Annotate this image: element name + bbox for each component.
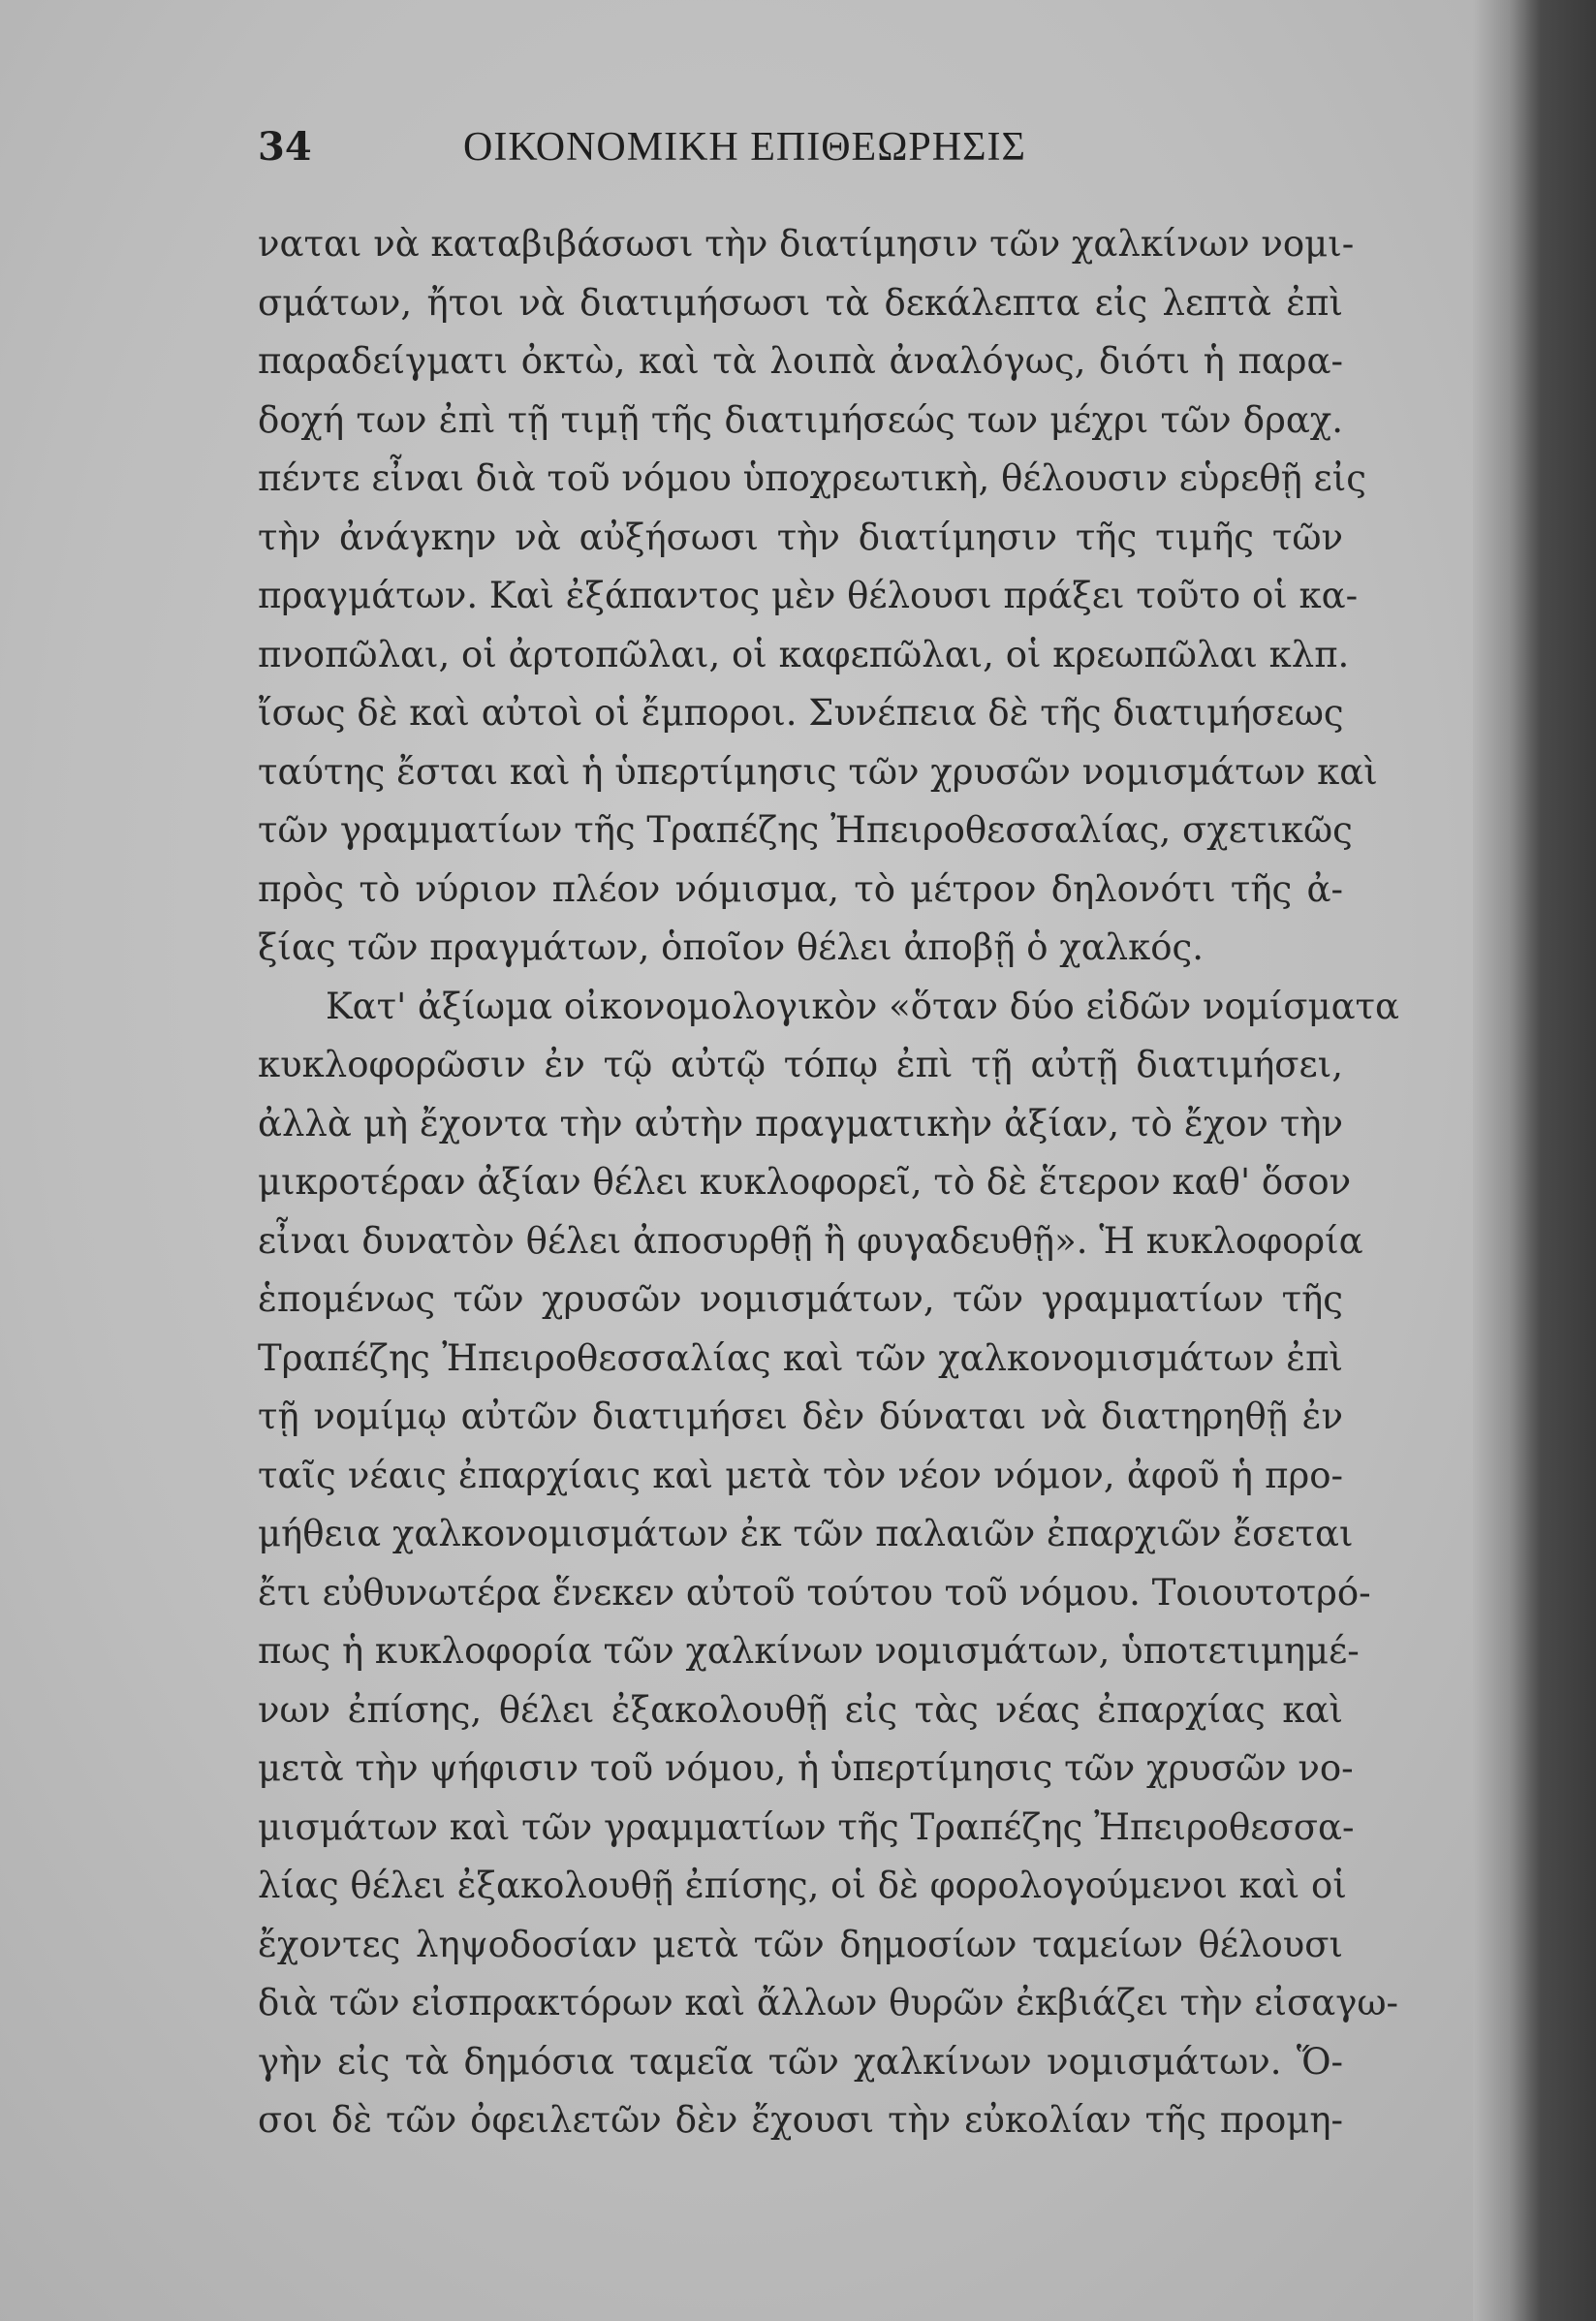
text-line: δοχή των ἐπὶ τῇ τιμῇ τῆς διατιμήσεώς των μέχρι τῶν δραχ. <box>258 398 1343 441</box>
text-line: πρὸς τὸ νύριον πλέον νόμισμα, τὸ μέτρον δηλονότι τῆς ἀ- <box>258 867 1343 910</box>
text-line: Τραπέζης Ἠπειροθεσσαλίας καὶ τῶν χαλκονομισμάτων ἐπὶ <box>258 1336 1343 1379</box>
paragraph-start-line: Κατ' ἀξίωμα οἰκονομολογικὸν «ὅταν δύο εἰδῶν νομίσματα <box>326 985 1400 1027</box>
book-spine-shadow <box>1473 0 1596 2321</box>
text-line: ναται νὰ καταβιβάσωσι τὴν διατίμησιν τῶν χαλκίνων νομι- <box>258 223 1355 265</box>
text-line: τῇ νομίμῳ αὐτῶν διατιμήσει δὲν δύναται νὰ διατηρηθῇ ἐν <box>258 1396 1343 1437</box>
text-line: ξίας τῶν πραγμάτων, ὁποῖον θέλει ἀποβῇ ὁ χαλκός. <box>258 926 1205 968</box>
text-line: μικροτέραν ἀξίαν θέλει κυκλοφορεῖ, τὸ δὲ ἕτερον καθ' ὅσον <box>258 1161 1352 1203</box>
text-line: ἴσως δὲ καὶ αὐτοὶ οἱ ἔμποροι. Συνέπεια δὲ τῆς διατιμήσεως <box>258 692 1344 734</box>
text-line: πραγμάτων. Καὶ ἐξάπαντος μὲν θέλουσι πράξει τοῦτο οἱ κα- <box>258 575 1359 616</box>
text-line: νων ἐπίσης, θέλει ἐξακολουθῇ εἰς τὰς νέας ἐπαρχίας καὶ <box>258 1688 1343 1731</box>
text-line: ἀλλὰ μὴ ἔχοντα τὴν αὐτὴν πραγματικὴν ἀξίαν, τὸ ἔχον τὴν <box>258 1102 1343 1145</box>
text-line: σμάτων, ἤτοι νὰ διατιμήσωσι τὰ δεκάλεπτα εἰς λεπτὰ ἐπὶ <box>258 281 1343 324</box>
text-line: μήθεια χαλκονομισμάτων ἐκ τῶν παλαιῶν ἐπαρχιῶν ἔσεται <box>258 1513 1354 1554</box>
text-line: πως ἡ κυκλοφορία τῶν χαλκίνων νομισμάτων, ὑποτετιμημέ- <box>258 1630 1360 1672</box>
text-line: πέντε εἶναι διὰ τοῦ νόμου ὑποχρεωτικὴ, θέλουσιν εὑρεθῇ εἰς <box>258 457 1366 499</box>
text-line: ἔτι εὐθυνωτέρα ἕνεκεν αὐτοῦ τούτου τοῦ νόμου. Τοιουτοτρό- <box>258 1571 1371 1614</box>
running-title: ΟΙΚΟΝΟΜΙΚΗ ΕΠΙΘΕΩΡΗΣΙΣ <box>463 125 1026 170</box>
text-line: μισμάτων καὶ τῶν γραμματίων τῆς Τραπέζης Ἠπειροθεσσα- <box>258 1805 1355 1848</box>
text-line: κυκλοφορῶσιν ἐν τῷ αὐτῷ τόπῳ ἐπὶ τῇ αὐτῇ διατιμήσει, <box>258 1044 1343 1085</box>
text-line: πνοπῶλαι, οἱ ἀρτοπῶλαι, οἱ καφεπῶλαι, οἱ κρεωπῶλαι κλπ. <box>258 633 1350 675</box>
text-line: τῶν γραμματίων τῆς Τραπέζης Ἠπειροθεσσαλίας, σχετικῶς <box>258 809 1353 851</box>
page-number: 34 <box>258 124 312 170</box>
text-line: σοι δὲ τῶν ὀφειλετῶν δὲν ἔχουσι τὴν εὐκολίαν τῆς προμη- <box>258 2099 1343 2141</box>
text-line: γὴν εἰς τὰ δημόσια ταμεῖα τῶν χαλκίνων νομισμάτων. Ὅ- <box>258 2040 1343 2083</box>
text-line: εἶναι δυνατὸν θέλει ἀποσυρθῇ ἢ φυγαδευθῇ». Ἡ κυκλοφορία <box>258 1219 1363 1262</box>
body-text <box>258 215 1400 2150</box>
text-line: ταύτης ἔσται καὶ ἡ ὑπερτίμησις τῶν χρυσῶν νομισμάτων καὶ <box>258 750 1378 793</box>
text-line: λίας θέλει ἐξακολουθῇ ἐπίσης, οἱ δὲ φορολογούμενοι καὶ οἱ <box>258 1865 1347 1906</box>
page-header <box>258 124 1401 182</box>
text-line: διὰ τῶν εἰσπρακτόρων καὶ ἄλλων θυρῶν ἐκβιάζει τὴν εἰσαγω- <box>258 1982 1399 2023</box>
text-line: παραδείγματι ὀκτὼ, καὶ τὰ λοιπὰ ἀναλόγως, διότι ἡ παρα- <box>258 340 1343 382</box>
text-line: ἔχοντες ληψοδοσίαν μετὰ τῶν δημοσίων ταμείων θέλουσι <box>258 1923 1343 1965</box>
text-line: τὴν ἀνάγκην νὰ αὐξήσωσι τὴν διατίμησιν τῆς τιμῆς τῶν <box>258 516 1343 558</box>
text-line: μετὰ τὴν ψήφισιν τοῦ νόμου, ἡ ὑπερτίμησις τῶν χρυσῶν νο- <box>258 1747 1354 1789</box>
text-line: ταῖς νέαις ἐπαρχίαις καὶ μετὰ τὸν νέον νόμον, ἀφοῦ ἡ προ- <box>258 1454 1343 1496</box>
text-line: ἑπομένως τῶν χρυσῶν νομισμάτων, τῶν γραμματίων τῆς <box>258 1278 1343 1320</box>
